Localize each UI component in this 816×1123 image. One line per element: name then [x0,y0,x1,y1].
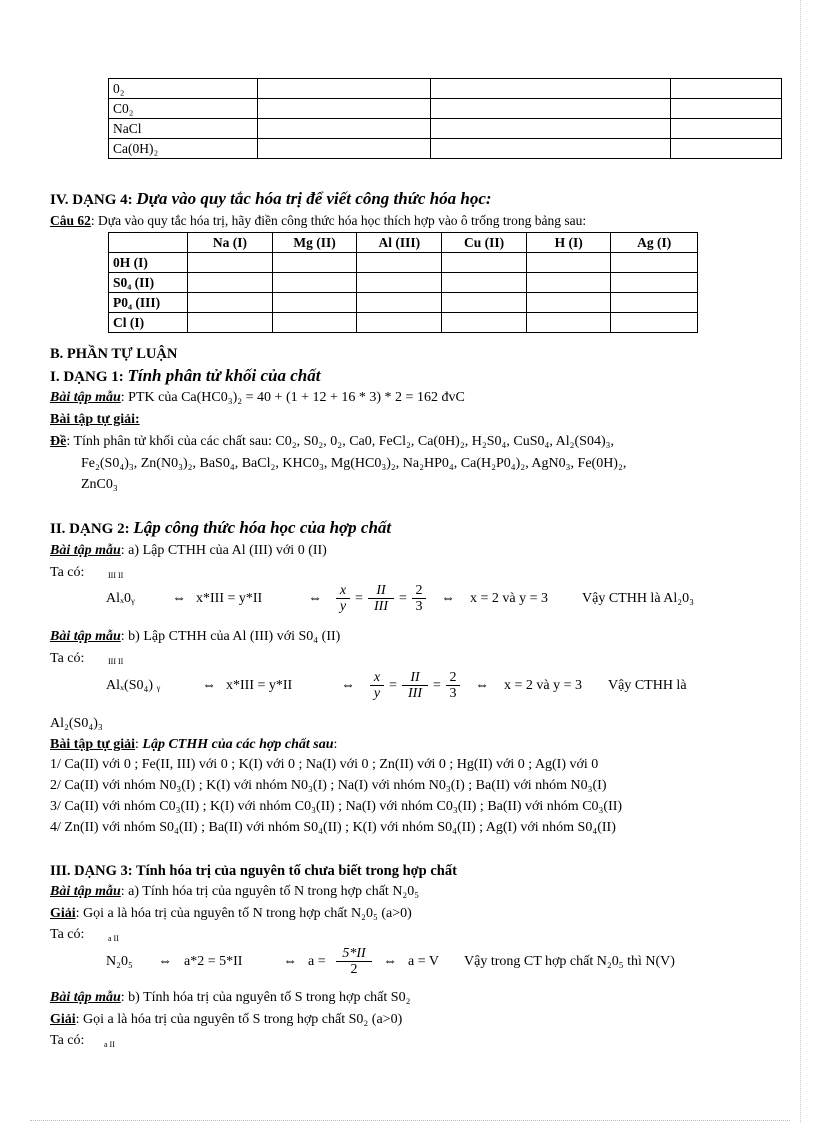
table2-row [109,313,698,333]
table2-blank-cell [188,253,273,273]
page-right-border [800,0,801,1123]
table2-blank-cell [611,273,698,293]
sec2-taco-a: Ta có: [50,565,85,580]
table2-blank-cell [611,313,698,333]
table2-blank-cell [357,253,442,273]
table2-blank-cell [272,293,357,313]
table1-blank-cell [430,139,671,159]
table2-blank-cell [442,293,527,313]
table2-header-cell: Na (I) [188,233,273,253]
sec2-equation-b: Alₓ(S0₄) ᵧ ⇔ x*III = y*II ⇔ $\frac{x}{y}$ = $\frac{II}{\text{III}}$ = $\frac{2}{3}$ ⇔ x = 2 và y = 3 Vậy CTHH là [106,670,687,701]
sec2-exercise-item: 4/ Zn(II) với nhóm S0₄(II) ; Ba(II) với nhóm S0₄(II) ; K(I) với nhóm S0₄(II) ; Ag(I) với nhóm S0₄(II) [50,820,616,835]
sec3-example-a: Bài tập mẫu: a) Tính hóa trị của nguyên tố N trong hợp chất N₂0₅ [50,884,420,899]
table2-blank-cell [442,313,527,333]
table2-header-cell: Cu (II) [442,233,527,253]
table2-row-header: 0H (I) [109,253,188,273]
table2-blank-cell [272,273,357,293]
sec2-roman-b: III II [108,657,124,666]
section-2-heading: II. DẠNG 2: Lập công thức hóa học của hợp chất [50,518,392,537]
table2-blank-cell [526,273,610,293]
table1-blank-cell [671,79,782,99]
table2-blank-cell [272,313,357,333]
table1-blank-cell [671,119,782,139]
table1-row [109,139,782,159]
table2-row-header: P0₄ (III) [109,293,188,313]
table1-blank-cell [671,139,782,159]
table1-row [109,119,782,139]
fraction-2-3-b: $\frac{2}{3}$ [446,670,460,701]
valence-table-1 [108,78,782,159]
section-3-heading: III. DẠNG 3: Tính hóa trị của nguyên tố chưa biết trong hợp chất [50,863,457,879]
fraction-II-III: $\frac{II}{\text{III}}$ [368,583,394,614]
table2-row-header: Cl (I) [109,313,188,333]
table2-blank-cell [188,313,273,333]
table1-compound-cell: Ca(0H)₂ [109,139,258,159]
fraction-x-y: $\frac{x}{y}$ [336,583,350,614]
sec1-de-line2: Fe₂(S0₄)₃, Zn(N0₃)₂, BaS0₄, BaCl₂, KHC0₃, Mg(HC0₃)₂, Na₂HP0₄, Ca(H₂P0₄)₂, AgN0₃, Fe(0H)₂, [81,456,627,471]
table2-blank-cell [442,273,527,293]
sec3-equation-a: N₂0₅ ⇔ a*2 = 5*II ⇔ a = $\frac{5*II}{2}$ ⇔ a = V Vậy trong CT hợp chất N₂0₅ thì N(V) [106,946,675,977]
sec1-example: Bài tập mẫu: PTK của Ca(HC0₃)₂ = 40 + (1 + 12 + 16 * 3) * 2 = 162 đvC [50,390,465,405]
table2-blank-cell [611,293,698,313]
table1-blank-cell [258,79,431,99]
table2-blank-cell [357,293,442,313]
table1-blank-cell [430,119,671,139]
table1-compound-cell: C0₂ [109,99,258,119]
table2-blank-cell [357,273,442,293]
table1-blank-cell [258,99,431,119]
sec2-exercise-item: 1/ Ca(II) với 0 ; Fe(II, III) với 0 ; K(I) với 0 ; Na(I) với 0 ; Zn(II) với 0 ; Hg(II) với 0 ; Ag(I) với 0 [50,757,599,772]
table2-row [109,273,698,293]
sec3-solution-a: Giải: Gọi a là hóa trị của nguyên tố N trong hợp chất N₂0₅ (a>0) [50,906,412,921]
table1-row [109,99,782,119]
table2-row-header: S0₄ (II) [109,273,188,293]
table2-blank-cell [188,293,273,313]
table1-row [109,79,782,99]
table2-header-cell: Al (III) [357,233,442,253]
table2-row [109,293,698,313]
table1-compound-cell: 0₂ [109,79,258,99]
page-bottom-border [30,1120,790,1121]
sec1-de-line1: Đề: Tính phân tử khối của các chất sau: C0₂, S0₂, 0₂, Ca0, FeCl₂, Ca(0H)₂, H₂S0₄, CuS0₄, Al₂(S04)₃, [50,434,614,449]
sec2-example-a: Bài tập mẫu: a) Lập CTHH của Al (III) với 0 (II) [50,543,327,558]
sec3-example-b: Bài tập mẫu: b) Tính hóa trị của nguyên tố S trong hợp chất S0₂ [50,990,411,1005]
sec3-taco-b: Ta có: [50,1033,85,1048]
sec2-equation-a: Alₓ0ᵧ ⇔ x*III = y*II ⇔ $\frac{x}{y}$ = $\frac{II}{\text{III}}$ = $\frac{2}{3}$ ⇔ x = 2 và y = 3 Vậy CTHH là Al₂0₃ [106,583,695,614]
table2-blank-cell [272,253,357,273]
sec3-solution-b: Giải: Gọi a là hóa trị của nguyên tố S trong hợp chất S0₂ (a>0) [50,1012,403,1027]
fraction-x-y-b: $\frac{x}{y}$ [370,670,384,701]
table2-header-cell: H (I) [526,233,610,253]
sec2-taco-b: Ta có: [50,651,85,666]
sec2-exercise-item: 2/ Ca(II) với nhóm N0₃(I) ; K(I) với nhóm N0₃(I) ; Na(I) với nhóm N0₃(I) ; Ba(II) với nhóm N0₃(I) [50,778,607,793]
sec1-de-line3: ZnC0₃ [81,477,118,492]
sec2-exercise-item: 3/ Ca(II) với nhóm C0₃(II) ; K(I) với nhóm C0₃(II) ; Na(I) với nhóm C0₃(II) ; Ba(II) với nhóm C0₃(II) [50,799,623,814]
sec2-result-b: Al₂(S0₄)₃ [50,716,103,731]
table2-blank-cell [357,313,442,333]
table2-blank-cell [611,253,698,273]
valence-table-2 [108,232,698,333]
part-b-title: B. PHẦN TỰ LUẬN [50,346,178,362]
table2-blank-cell [188,273,273,293]
table1-blank-cell [430,99,671,119]
fraction-2-3: $\frac{2}{3}$ [412,583,426,614]
table2-blank-cell [442,253,527,273]
sec3-taco-a: Ta có: [50,927,85,942]
fraction-5II-2: $\frac{5*II}{2}$ [336,946,372,977]
table1-blank-cell [258,139,431,159]
table2-header-cell: Ag (I) [611,233,698,253]
sec2-roman-a: III II [108,571,124,580]
sec2-self-heading: Bài tập tự giải: Lập CTHH của các hợp chất sau: [50,737,338,752]
table1-compound-cell: NaCl [109,119,258,139]
fraction-II-III-b: $\frac{II}{\text{III}}$ [402,670,428,701]
sec3-roman-a: a II [108,934,119,943]
table2-row [109,253,698,273]
table1-blank-cell [258,119,431,139]
sec2-example-b: Bài tập mẫu: b) Lập CTHH của Al (III) với S0₄ (II) [50,629,341,644]
table2-blank-cell [526,313,610,333]
table1-blank-cell [671,99,782,119]
section-4-heading: IV. DẠNG 4: Dựa vào quy tắc hóa trị để viết công thức hóa học: [50,189,492,208]
table2-header-cell: Mg (II) [272,233,357,253]
table2-blank-cell [526,253,610,273]
sec1-self-label: Bài tập tự giải: [50,412,140,427]
table2-blank-cell [526,293,610,313]
question-62: Câu 62: Dựa vào quy tắc hóa trị, hãy điền công thức hóa học thích hợp vào ô trống trong bảng sau: [50,213,587,228]
sec3-roman-b: a II [104,1040,115,1049]
section-1-heading: I. DẠNG 1: Tính phân tử khối của chất [50,366,321,385]
table1-blank-cell [430,79,671,99]
table2-header-cell [109,233,188,253]
